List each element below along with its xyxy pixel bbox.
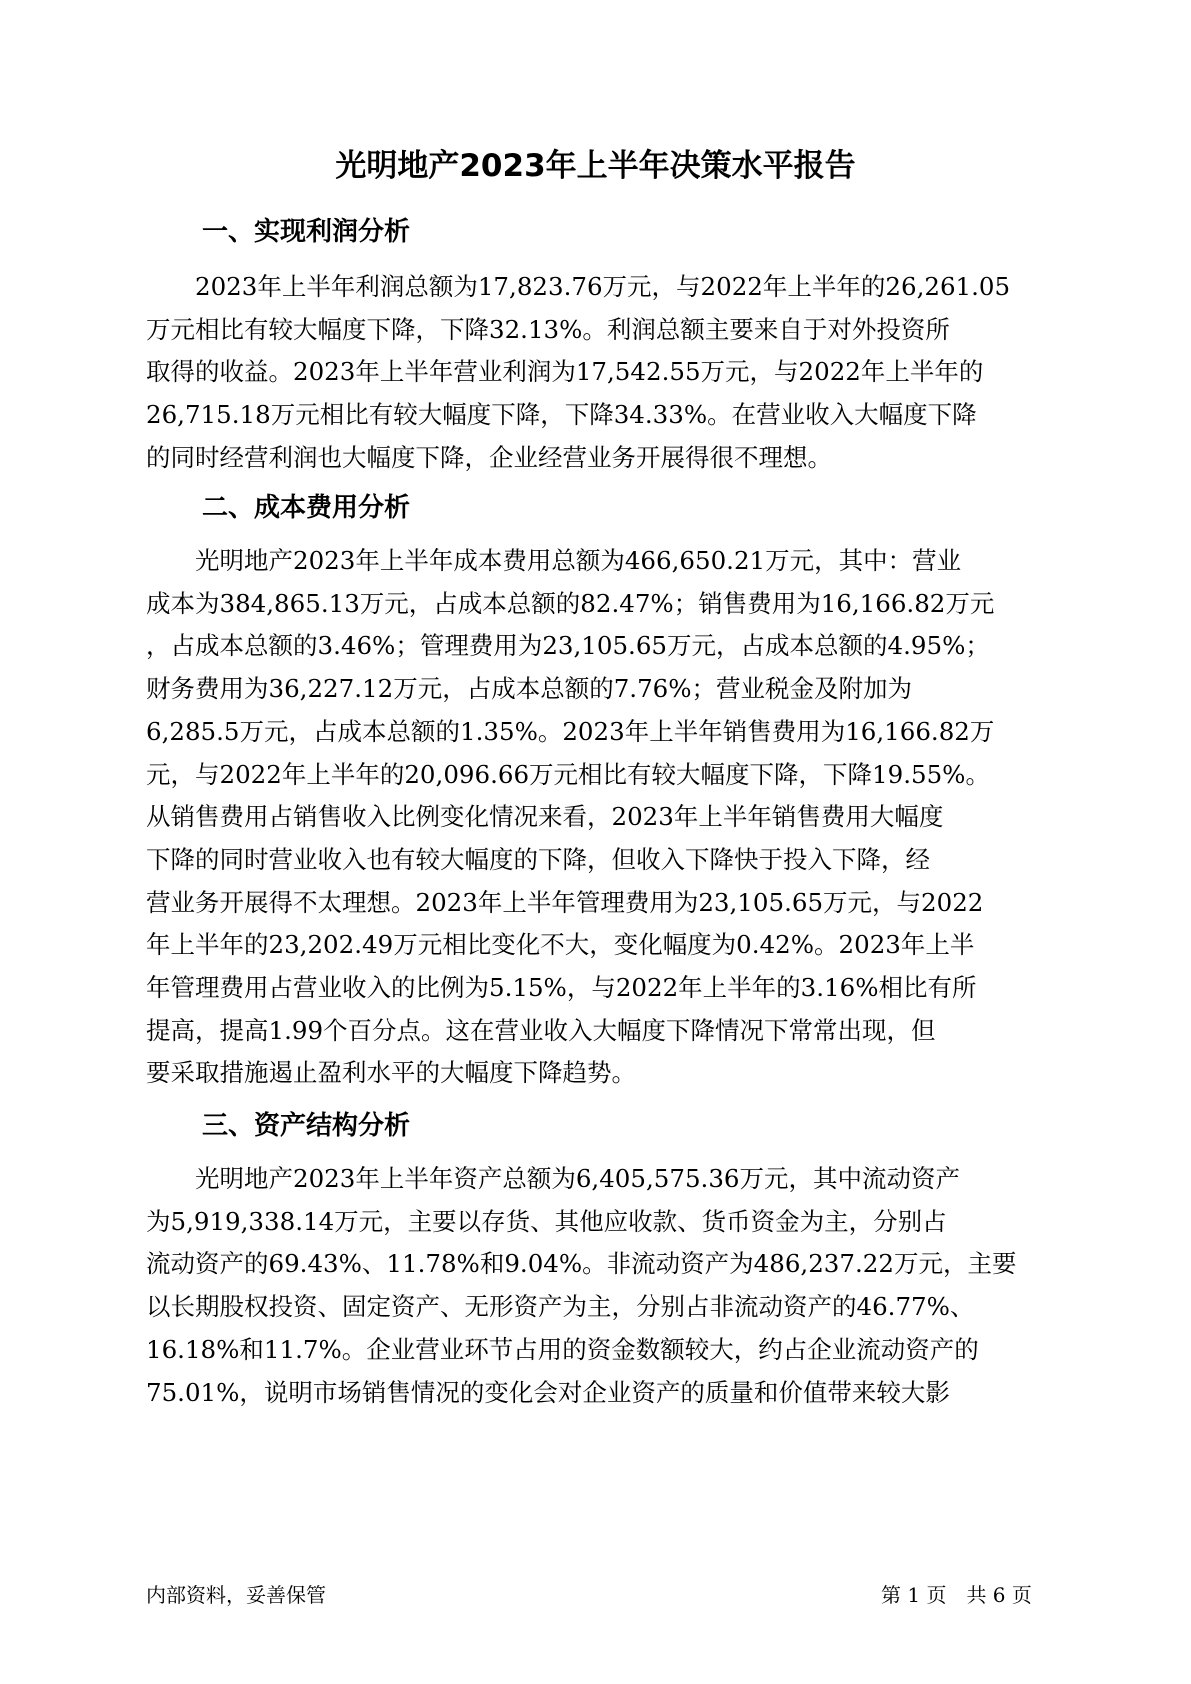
text-line: 财务费用为36,227.12万元，占成本总额的7.76%；营业税金及附加为 (146, 674, 913, 704)
text-line: 光明地产2023年上半年资产总额为6,405,575.36万元，其中流动资产 (195, 1164, 961, 1193)
text-line: 流动资产的69.43%、11.78%和9.04%。非流动资产为486,237.22万元，主要 (146, 1249, 1017, 1279)
text-line: 16.18%和11.7%。企业营业环节占用的资金数额较大，约占企业流动资产的 (146, 1334, 979, 1364)
text-line: 元，与2022年上半年的20,096.66万元相比有较大幅度下降，下降19.55%。 (146, 759, 990, 789)
text-line: ，占成本总额的3.46%；管理费用为23,105.65万元，占成本总额的4.95%； (146, 631, 990, 661)
text-line: 2023年上半年利润总额为17,823.76万元，与2022年上半年的26,261.05 (195, 272, 1011, 301)
text-line: 从销售费用占销售收入比例变化情况来看，2023年上半年销售费用大幅度 (146, 802, 944, 832)
text-line: 年管理费用占营业收入的比例为5.15%，与2022年上半年的3.16%相比有所 (146, 973, 977, 1003)
text-line: 年上半年的23,202.49万元相比变化不大，变化幅度为0.42%。2023年上半 (146, 930, 975, 960)
footer-page-number: 第 1 页 共 6 页 (881, 1583, 1032, 1607)
text-line: 的同时经营利润也大幅度下降，企业经营业务开展得很不理想。 (146, 442, 832, 472)
text-line: 6,285.5万元，占成本总额的1.35%。2023年上半年销售费用为16,166.82万 (146, 716, 995, 746)
text-line: 取得的收益。2023年上半年营业利润为17,542.55万元，与2022年上半年的 (146, 357, 984, 387)
section-heading-assets: 三、资产结构分析 (202, 1111, 411, 1141)
section-heading-cost: 二、成本费用分析 (202, 493, 411, 523)
section-body-assets (146, 1158, 1046, 1414)
text-line: 26,715.18万元相比有较大幅度下降，下降34.33%。在营业收入大幅度下降 (146, 400, 977, 430)
text-line: 要采取措施遏止盈利水平的大幅度下降趋势。 (146, 1058, 636, 1088)
text-line: 下降的同时营业收入也有较大幅度的下降，但收入下降快于投入下降，经 (146, 844, 930, 874)
footer-confidential-note: 内部资料，妥善保管 (146, 1583, 326, 1607)
section-heading-profit: 一、实现利润分析 (202, 217, 411, 247)
section-body-profit (146, 266, 1046, 480)
page-title: 光明地产2023年上半年决策水平报告 (335, 148, 856, 184)
text-line: 75.01%，说明市场销售情况的变化会对企业资产的质量和价值带来较大影 (146, 1377, 950, 1407)
text-line: 以长期股权投资、固定资产、无形资产为主，分别占非流动资产的46.77%、 (146, 1292, 975, 1322)
section-body-cost (146, 540, 1046, 1095)
text-line: 成本为384,865.13万元，占成本总额的82.47%；销售费用为16,166.82万元 (146, 588, 995, 618)
text-line: 为5,919,338.14万元，主要以存货、其他应收款、货币资金为主，分别占 (146, 1206, 947, 1236)
text-line: 万元相比有较大幅度下降，下降32.13%。利润总额主要来自于对外投资所 (146, 314, 950, 344)
text-line: 营业务开展得不太理想。2023年上半年管理费用为23,105.65万元，与2022 (146, 887, 984, 917)
text-line: 光明地产2023年上半年成本费用总额为466,650.21万元，其中：营业 (195, 546, 962, 575)
text-line: 提高，提高1.99个百分点。这在营业收入大幅度下降情况下常常出现，但 (146, 1015, 936, 1045)
